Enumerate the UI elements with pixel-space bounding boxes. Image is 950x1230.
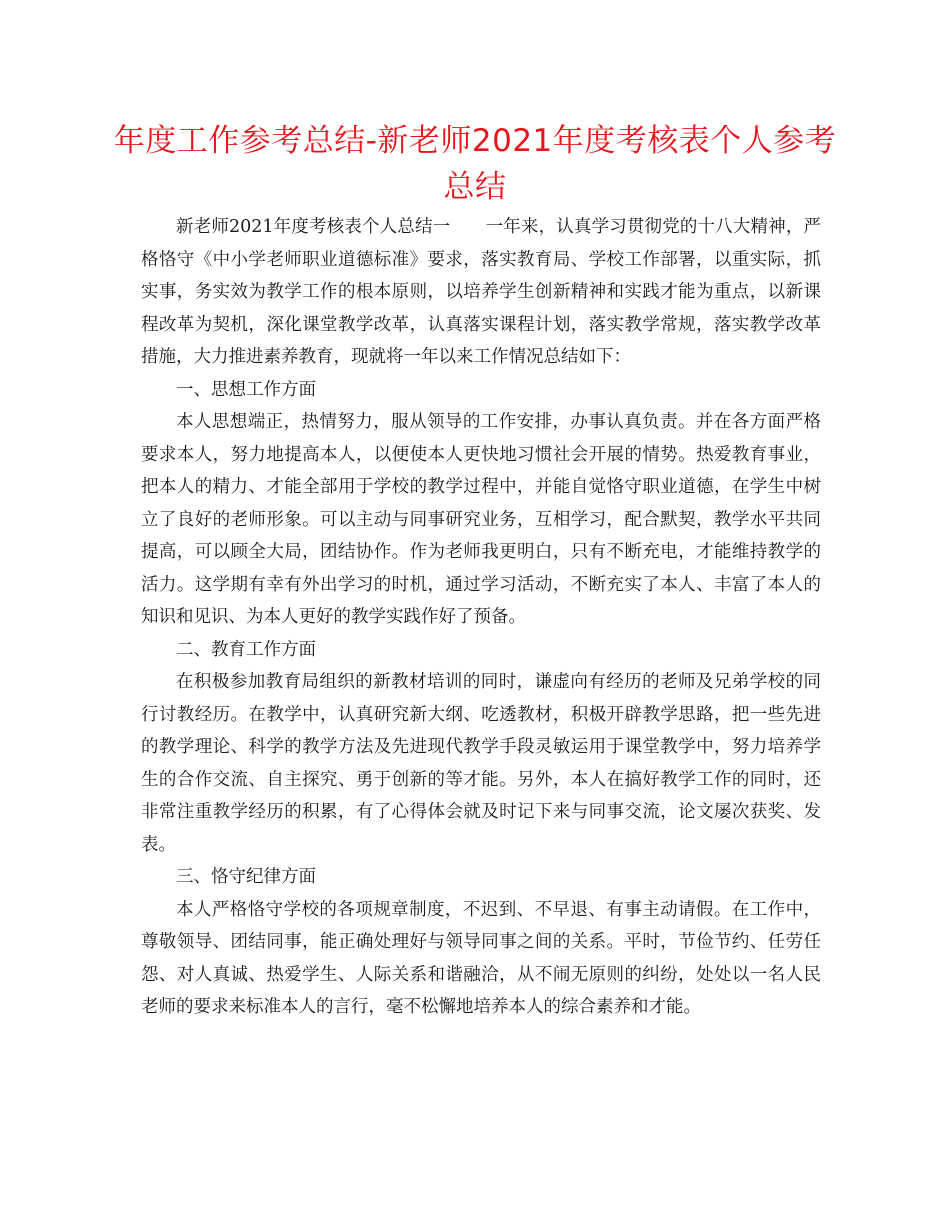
- paragraph-education: 在积极参加教育局组织的新教材培训的同时，谦虚向有经历的老师及兄弟学校的同行讨教经历。在教学中，认真研究新大纲、吃透教材，积极开辟教学思路，把一些先进的教学理论、科学的教学方法及先进现代教学手段灵敏运用于课堂教学中，努力培养学生的合作交流、自主探究、勇于创新的等才能。另外，本人在搞好教学工作的同时，还非常注重教学经历的积累，有了心得体会就及时记下来与同事交流，论文屡次获奖、发表。: [141, 672, 821, 855]
- paragraph-ideology: 本人思想端正，热情努力，服从领导的工作安排，办事认真负责。并在各方面严格要求本人，努力地提高本人，以便使本人更快地习惯社会开展的情势。热爱教育事业，把本人的精力、才能全部用于学校的教学过程中，并能自觉恪守职业道德，在学生中树立了良好的老师形象。可以主动与同事研究业务，互相学习，配合默契，教学水平共同提高，可以顾全大局，团结协作。作为老师我更明白，只有不断充电，才能维持教学的活力。这学期有幸有外出学习的时机，通过学习活动，不断充实了本人、丰富了本人的知识和见识、为本人更好的教学实践作好了预备。: [141, 412, 821, 627]
- paragraph-discipline: 本人严格恪守学校的各项规章制度，不迟到、不早退、有事主动请假。在工作中，尊敬领导、团结同事，能正确处理好与领导同事之间的关系。平时，节俭节约、任劳任怨、对人真诚、热爱学生、人际关系和谐融洽，从不闹无原则的纠纷，处处以一名人民老师的要求来标准本人的言行，毫不松懈地培养本人的综合素养和才能。: [141, 899, 821, 1017]
- paragraph-intro: 新老师2021年度考核表个人总结一 一年来，认真学习贯彻党的十八大精神，严格恪守《中小学老师职业道德标准》要求，落实教育局、学校工作部署，以重实际，抓实事，务实效为教学工作的根本原则，以培养学生创新精神和实践才能为重点，以新课程改革为契机，深化课堂教学改革，认真落实课程计划，落实教学常规，落实教学改革措施，大力推进素养教育，现就将一年以来工作情况总结如下：: [141, 217, 821, 367]
- section-heading-discipline: 三、恪守纪律方面: [176, 867, 316, 887]
- document-body: [141, 211, 821, 1024]
- section-heading-education: 二、教育工作方面: [176, 639, 316, 660]
- document-title: 年度工作参考总结-新老师2021年度考核表个人参考总结: [113, 123, 837, 205]
- section-heading-ideology: 一、思想工作方面: [176, 379, 316, 400]
